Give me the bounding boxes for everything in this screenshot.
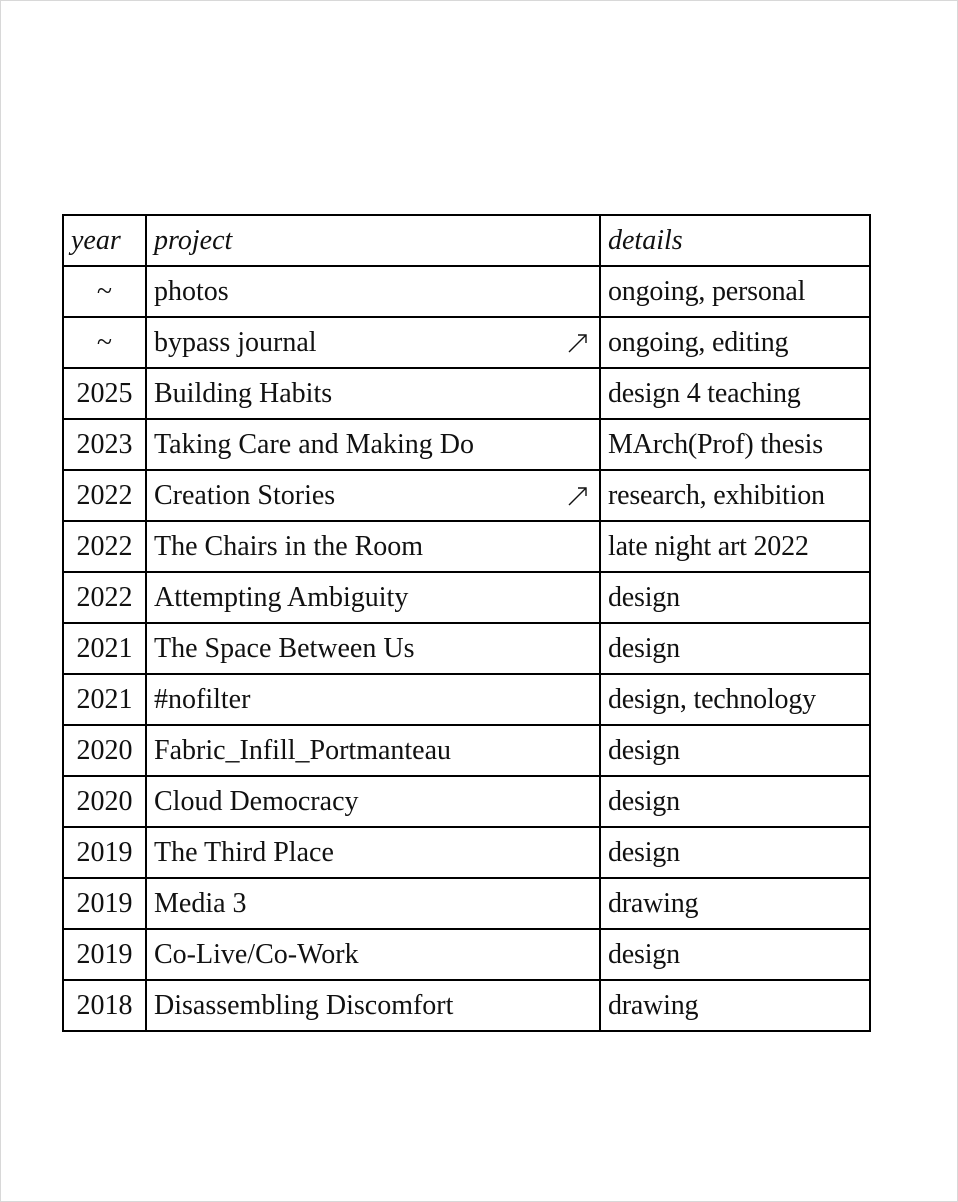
project-link[interactable]: Creation Stories [154,479,336,511]
project-column-header: project [146,215,600,266]
row-details: research, exhibition [600,470,870,521]
row-year: 2021 [63,623,146,674]
row-details: design 4 teaching [600,368,870,419]
row-project[interactable] [146,368,600,419]
project-link[interactable]: Disassembling Discomfort [154,989,454,1021]
row-details: design, technology [600,674,870,725]
row-details: design [600,623,870,674]
project-link[interactable]: Fabric_Infill_Portmanteau [154,734,452,766]
arrow-up-right-icon[interactable] [567,332,589,354]
table-row[interactable] [63,470,870,521]
row-year: 2019 [63,827,146,878]
project-link[interactable]: The Space Between Us [154,632,415,664]
table-row[interactable] [63,878,870,929]
project-link[interactable]: Co-Live/Co-Work [154,938,359,970]
row-year: 2023 [63,419,146,470]
table-row[interactable] [63,929,870,980]
table-row[interactable] [63,266,870,317]
table-row[interactable] [63,674,870,725]
row-year: ~ [63,266,146,317]
row-project[interactable] [146,929,600,980]
row-project[interactable] [146,266,600,317]
project-link[interactable]: Taking Care and Making Do [154,428,474,460]
row-year: 2020 [63,776,146,827]
row-year: 2021 [63,674,146,725]
row-details: late night art 2022 [600,521,870,572]
arrow-up-right-icon[interactable] [567,485,589,507]
row-year: 2022 [63,521,146,572]
table-body [63,266,870,1031]
project-link[interactable]: photos [154,275,229,307]
details-column-header: details [600,215,870,266]
row-project[interactable] [146,470,600,521]
project-link[interactable]: The Chairs in the Room [154,530,424,562]
projects-table [62,214,871,1032]
row-project[interactable] [146,317,600,368]
header-row [63,215,870,266]
project-link[interactable]: Attempting Ambiguity [154,581,409,613]
table-row[interactable] [63,623,870,674]
row-year: 2019 [63,929,146,980]
row-details: design [600,572,870,623]
row-year: 2022 [63,470,146,521]
row-details: drawing [600,980,870,1031]
row-year: 2020 [63,725,146,776]
row-details: MArch(Prof) thesis [600,419,870,470]
table-row[interactable] [63,572,870,623]
year-column-header: year [63,215,146,266]
table-row[interactable] [63,725,870,776]
row-year: 2019 [63,878,146,929]
table-row[interactable] [63,368,870,419]
table-row[interactable] [63,980,870,1031]
table-row[interactable] [63,317,870,368]
row-project[interactable] [146,674,600,725]
table-row[interactable] [63,776,870,827]
project-link[interactable]: #nofilter [154,683,251,715]
row-project[interactable] [146,623,600,674]
row-details: drawing [600,878,870,929]
row-project[interactable] [146,827,600,878]
row-year: 2018 [63,980,146,1031]
row-project[interactable] [146,419,600,470]
row-details: design [600,725,870,776]
row-project[interactable] [146,776,600,827]
table-header [63,215,870,266]
row-project[interactable] [146,878,600,929]
row-year: 2022 [63,572,146,623]
row-project[interactable] [146,980,600,1031]
row-project[interactable] [146,725,600,776]
project-link[interactable]: The Third Place [154,836,334,868]
row-details: design [600,827,870,878]
table-row[interactable] [63,827,870,878]
row-details: ongoing, editing [600,317,870,368]
table-row[interactable] [63,521,870,572]
table-row[interactable] [63,419,870,470]
row-details: design [600,929,870,980]
row-year: ~ [63,317,146,368]
row-details: design [600,776,870,827]
project-link[interactable]: bypass journal [154,326,317,358]
row-project[interactable] [146,521,600,572]
project-link[interactable]: Media 3 [154,887,247,919]
row-year: 2025 [63,368,146,419]
row-details: ongoing, personal [600,266,870,317]
project-link[interactable]: Building Habits [154,377,333,409]
row-project[interactable] [146,572,600,623]
project-link[interactable]: Cloud Democracy [154,785,359,817]
